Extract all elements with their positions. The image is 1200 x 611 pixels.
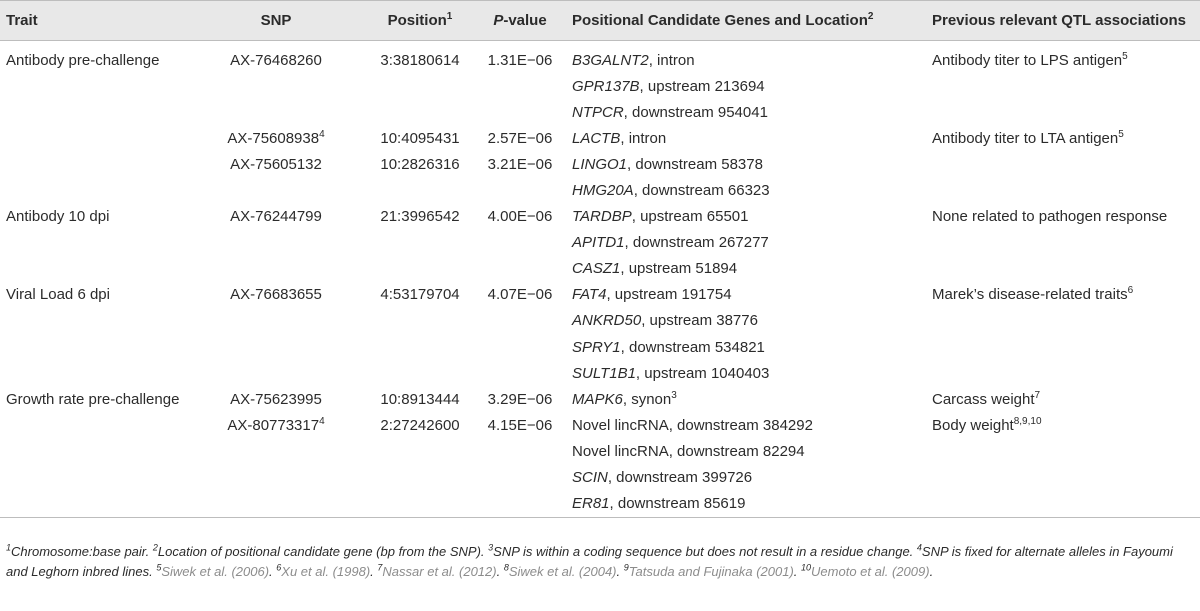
cell-candidate-gene: SPRY1, downstream 534821 bbox=[572, 338, 765, 356]
cell-pvalue bbox=[474, 360, 566, 386]
footnote-ref: 5 bbox=[1122, 50, 1128, 62]
cell-previous-qtl bbox=[928, 308, 1200, 334]
table-header bbox=[0, 1, 1200, 41]
footnote-ref: 4 bbox=[319, 128, 325, 140]
cell-trait bbox=[0, 99, 186, 125]
gene-symbol: SCIN bbox=[572, 469, 608, 487]
cell-position bbox=[366, 177, 474, 203]
gene-symbol: GPR137B bbox=[572, 77, 640, 95]
header-snp: SNP bbox=[186, 1, 366, 41]
cell-position bbox=[366, 99, 474, 125]
cell-position bbox=[366, 438, 474, 464]
table-row bbox=[0, 99, 1200, 125]
cell-candidate-gene: Novel lincRNA, downstream 82294 bbox=[572, 442, 805, 460]
gene-symbol: SPRY1 bbox=[572, 338, 621, 356]
cell-snp: AX-76468260 bbox=[230, 51, 322, 69]
cell-previous-qtl: Body weight$^{8,9,10}$ bbox=[932, 415, 1042, 434]
table-row bbox=[0, 465, 1200, 491]
gene-symbol: B3GALNT2 bbox=[572, 51, 649, 69]
cell-snp bbox=[186, 99, 366, 125]
cell-previous-qtl: Antibody titer to LPS antigen$^5$ bbox=[932, 50, 1128, 69]
cell-trait bbox=[0, 308, 186, 334]
cell-trait bbox=[0, 491, 186, 518]
citation-link[interactable]: Siwek et al. (2006) bbox=[161, 564, 270, 579]
table-row bbox=[0, 125, 1200, 151]
cell-candidate-gene: APITD1, downstream 267277 bbox=[572, 234, 769, 252]
footnote-ref: 2 bbox=[867, 11, 874, 22]
cell-position: 21:3996542 bbox=[380, 208, 460, 226]
cell-trait: Growth rate pre-challenge bbox=[6, 390, 180, 408]
footnote-ref: 5 bbox=[1118, 128, 1124, 140]
cell-pvalue: 1.31E−06 bbox=[487, 51, 553, 69]
table-row bbox=[0, 308, 1200, 334]
cell-trait bbox=[0, 465, 186, 491]
table-row bbox=[0, 282, 1200, 308]
citation-link[interactable]: Siwek et al. (2004) bbox=[508, 564, 617, 579]
table-row bbox=[0, 204, 1200, 230]
citation-link[interactable]: Xu et al. (1998) bbox=[281, 564, 371, 579]
footnote-ref: 8,9,10 bbox=[1013, 415, 1042, 427]
cell-candidate-gene: HMG20A, downstream 66323 bbox=[572, 182, 770, 200]
cell-candidate-gene: ER81, downstream 85619 bbox=[566, 491, 928, 518]
cell-pvalue bbox=[474, 177, 566, 203]
cell-candidate-gene: TARDBP, upstream 65501 bbox=[572, 208, 749, 226]
citation-link[interactable]: Uemoto et al. (2009) bbox=[811, 564, 930, 579]
header-row bbox=[0, 1, 1200, 41]
cell-previous-qtl: Marek’s disease-related traits$^6$ bbox=[932, 285, 1134, 304]
cell-snp: AX-75623995 bbox=[230, 390, 322, 408]
cell-snp: AX-75608938$^4$ bbox=[227, 128, 325, 147]
cell-candidate-gene: SCIN, downstream 399726 bbox=[572, 469, 753, 487]
cell-previous-qtl bbox=[928, 465, 1200, 491]
cell-candidate-gene: ANKRD50, upstream 38776 bbox=[572, 312, 758, 330]
gene-symbol: ER81 bbox=[572, 495, 610, 513]
cell-snp: AX-76683655 bbox=[230, 286, 322, 304]
cell-trait bbox=[0, 412, 186, 438]
table-row bbox=[0, 491, 1200, 518]
cell-snp: AX-80773317$^4$ bbox=[227, 415, 325, 434]
footnote-ref: 3 bbox=[671, 389, 677, 401]
cell-candidate-gene: MAPK6, synon$^3$ bbox=[572, 389, 677, 408]
gene-symbol: LINGO1 bbox=[572, 155, 628, 173]
cell-candidate-gene: GPR137B, upstream 213694 bbox=[572, 77, 765, 95]
cell-trait bbox=[0, 230, 186, 256]
cell-pvalue: 3.29E−06 bbox=[487, 390, 553, 408]
header-pvalue: P-value bbox=[474, 1, 566, 41]
cell-trait bbox=[0, 334, 186, 360]
gene-symbol: SULT1B1 bbox=[572, 364, 636, 382]
cell-candidate-gene: LACTB, intron bbox=[572, 129, 667, 147]
table-row bbox=[0, 386, 1200, 412]
cell-trait bbox=[0, 360, 186, 386]
gene-symbol: MAPK6 bbox=[572, 390, 623, 408]
gene-symbol: HMG20A bbox=[572, 182, 634, 200]
gene-symbol: NTPCR bbox=[572, 103, 624, 121]
cell-snp: AX-75605132 bbox=[230, 155, 322, 173]
cell-trait bbox=[0, 151, 186, 177]
cell-trait: Antibody pre-challenge bbox=[6, 51, 160, 69]
citation-link[interactable]: Nassar et al. (2012) bbox=[382, 564, 497, 579]
cell-snp bbox=[186, 256, 366, 282]
cell-pvalue: 3.21E−06 bbox=[487, 155, 553, 173]
cell-candidate-gene: CASZ1, upstream 51894 bbox=[572, 260, 738, 278]
cell-pvalue: 4.15E−06 bbox=[487, 416, 553, 434]
cell-position bbox=[366, 73, 474, 99]
cell-pvalue: 2.57E−06 bbox=[487, 129, 553, 147]
cell-position bbox=[366, 334, 474, 360]
cell-previous-qtl bbox=[928, 151, 1200, 177]
cell-pvalue bbox=[474, 491, 566, 518]
cell-snp bbox=[186, 465, 366, 491]
cell-trait: Antibody 10 dpi bbox=[6, 208, 110, 226]
cell-pvalue: 4.00E−06 bbox=[487, 208, 553, 226]
cell-position bbox=[366, 465, 474, 491]
cell-candidate-gene: Novel lincRNA, downstream 384292 bbox=[572, 416, 813, 434]
header-trait: Trait bbox=[0, 1, 186, 41]
cell-trait bbox=[0, 256, 186, 282]
table-row bbox=[0, 256, 1200, 282]
table-row bbox=[0, 438, 1200, 464]
cell-previous-qtl: Carcass weight$^7$ bbox=[932, 389, 1041, 408]
cell-snp bbox=[186, 334, 366, 360]
cell-trait bbox=[0, 73, 186, 99]
cell-pvalue bbox=[474, 465, 566, 491]
cell-snp bbox=[186, 438, 366, 464]
cell-pvalue bbox=[474, 230, 566, 256]
cell-pvalue bbox=[474, 256, 566, 282]
cell-position: 2:27242600 bbox=[380, 416, 460, 434]
cell-snp bbox=[186, 177, 366, 203]
cell-trait: Viral Load 6 dpi bbox=[6, 286, 110, 304]
cell-snp: AX-76244799 bbox=[230, 208, 322, 226]
cell-previous-qtl bbox=[928, 256, 1200, 282]
cell-previous-qtl bbox=[928, 360, 1200, 386]
cell-position bbox=[366, 256, 474, 282]
footnote-ref: 1 bbox=[446, 11, 453, 22]
cell-trait bbox=[0, 125, 186, 151]
table-row bbox=[0, 360, 1200, 386]
table-row bbox=[0, 230, 1200, 256]
cell-snp bbox=[186, 308, 366, 334]
table-row bbox=[0, 334, 1200, 360]
cell-previous-qtl bbox=[928, 230, 1200, 256]
table-row bbox=[0, 41, 1200, 74]
cell-position: 10:2826316 bbox=[380, 155, 460, 173]
table-body bbox=[0, 41, 1200, 518]
table-row bbox=[0, 177, 1200, 203]
gene-symbol: APITD1 bbox=[572, 234, 625, 252]
cell-snp bbox=[186, 360, 366, 386]
cell-previous-qtl: None related to pathogen response bbox=[932, 208, 1168, 226]
header-candidate-genes: Positional Candidate Genes and Location$^2$ bbox=[566, 1, 928, 41]
cell-previous-qtl bbox=[928, 99, 1200, 125]
gene-symbol: LACTB bbox=[572, 129, 621, 147]
gene-symbol: FAT4 bbox=[572, 286, 607, 304]
cell-pvalue: 4.07E−06 bbox=[487, 286, 553, 304]
cell-previous-qtl bbox=[928, 491, 1200, 518]
cell-candidate-gene: B3GALNT2, intron bbox=[572, 51, 695, 69]
cell-previous-qtl bbox=[928, 73, 1200, 99]
cell-position: 4:53179704 bbox=[380, 286, 460, 304]
cell-previous-qtl bbox=[928, 334, 1200, 360]
cell-candidate-gene: NTPCR, downstream 954041 bbox=[572, 103, 768, 121]
footnote-ref: 4 bbox=[319, 415, 325, 427]
cell-previous-qtl bbox=[928, 177, 1200, 203]
citation-link[interactable]: Tatsuda and Fujinaka (2001) bbox=[628, 564, 794, 579]
cell-previous-qtl: Antibody titer to LTA antigen$^5$ bbox=[932, 128, 1124, 147]
cell-candidate-gene: SULT1B1, upstream 1040403 bbox=[572, 364, 770, 382]
cell-pvalue bbox=[474, 308, 566, 334]
cell-trait bbox=[0, 177, 186, 203]
cell-position: 10:4095431 bbox=[380, 129, 460, 147]
cell-snp bbox=[186, 73, 366, 99]
cell-trait bbox=[0, 438, 186, 464]
footnote-ref: 6 bbox=[1127, 285, 1134, 297]
gene-symbol: CASZ1 bbox=[572, 260, 621, 278]
header-position: Position$^1$ bbox=[366, 1, 474, 41]
table-row bbox=[0, 73, 1200, 99]
cell-position bbox=[366, 491, 474, 518]
cell-position bbox=[366, 308, 474, 334]
cell-position bbox=[366, 360, 474, 386]
footnote-ref: 7 bbox=[1034, 389, 1041, 401]
table-row bbox=[0, 151, 1200, 177]
table-footnotes: $^1$Chromosome:base pair. $^2$Location of positional candidate gene (bp from the SNP). $^3$SNP is within a coding sequence but does not result in a residue change. $^4$SNP is fixed for alternate alleles in Fayoumi and Leghorn inbred lines. $^5$Siwek et al. (2006). $^6$Xu et al. (1998). $^7$Nassar et al. (2012). $^8$Siwek et al. (2004). $^9$Tatsuda and Fujinaka (2001). $^{10}$Uemoto et al. (2009). bbox=[6, 542, 1173, 579]
gene-symbol: TARDBP bbox=[572, 208, 632, 226]
cell-position bbox=[366, 230, 474, 256]
cell-previous-qtl bbox=[928, 438, 1200, 464]
cell-position: 3:38180614 bbox=[380, 51, 460, 69]
cell-pvalue bbox=[474, 438, 566, 464]
cell-candidate-gene: FAT4, upstream 191754 bbox=[572, 286, 732, 304]
cell-pvalue bbox=[474, 99, 566, 125]
gene-symbol: ANKRD50 bbox=[572, 312, 642, 330]
header-previous-qtl: Previous relevant QTL associations bbox=[928, 1, 1200, 41]
cell-snp bbox=[186, 491, 366, 518]
cell-position: 10:8913444 bbox=[380, 390, 460, 408]
cell-pvalue bbox=[474, 73, 566, 99]
cell-snp bbox=[186, 230, 366, 256]
cell-pvalue bbox=[474, 334, 566, 360]
table-row bbox=[0, 412, 1200, 438]
cell-candidate-gene: LINGO1, downstream 58378 bbox=[572, 155, 763, 173]
